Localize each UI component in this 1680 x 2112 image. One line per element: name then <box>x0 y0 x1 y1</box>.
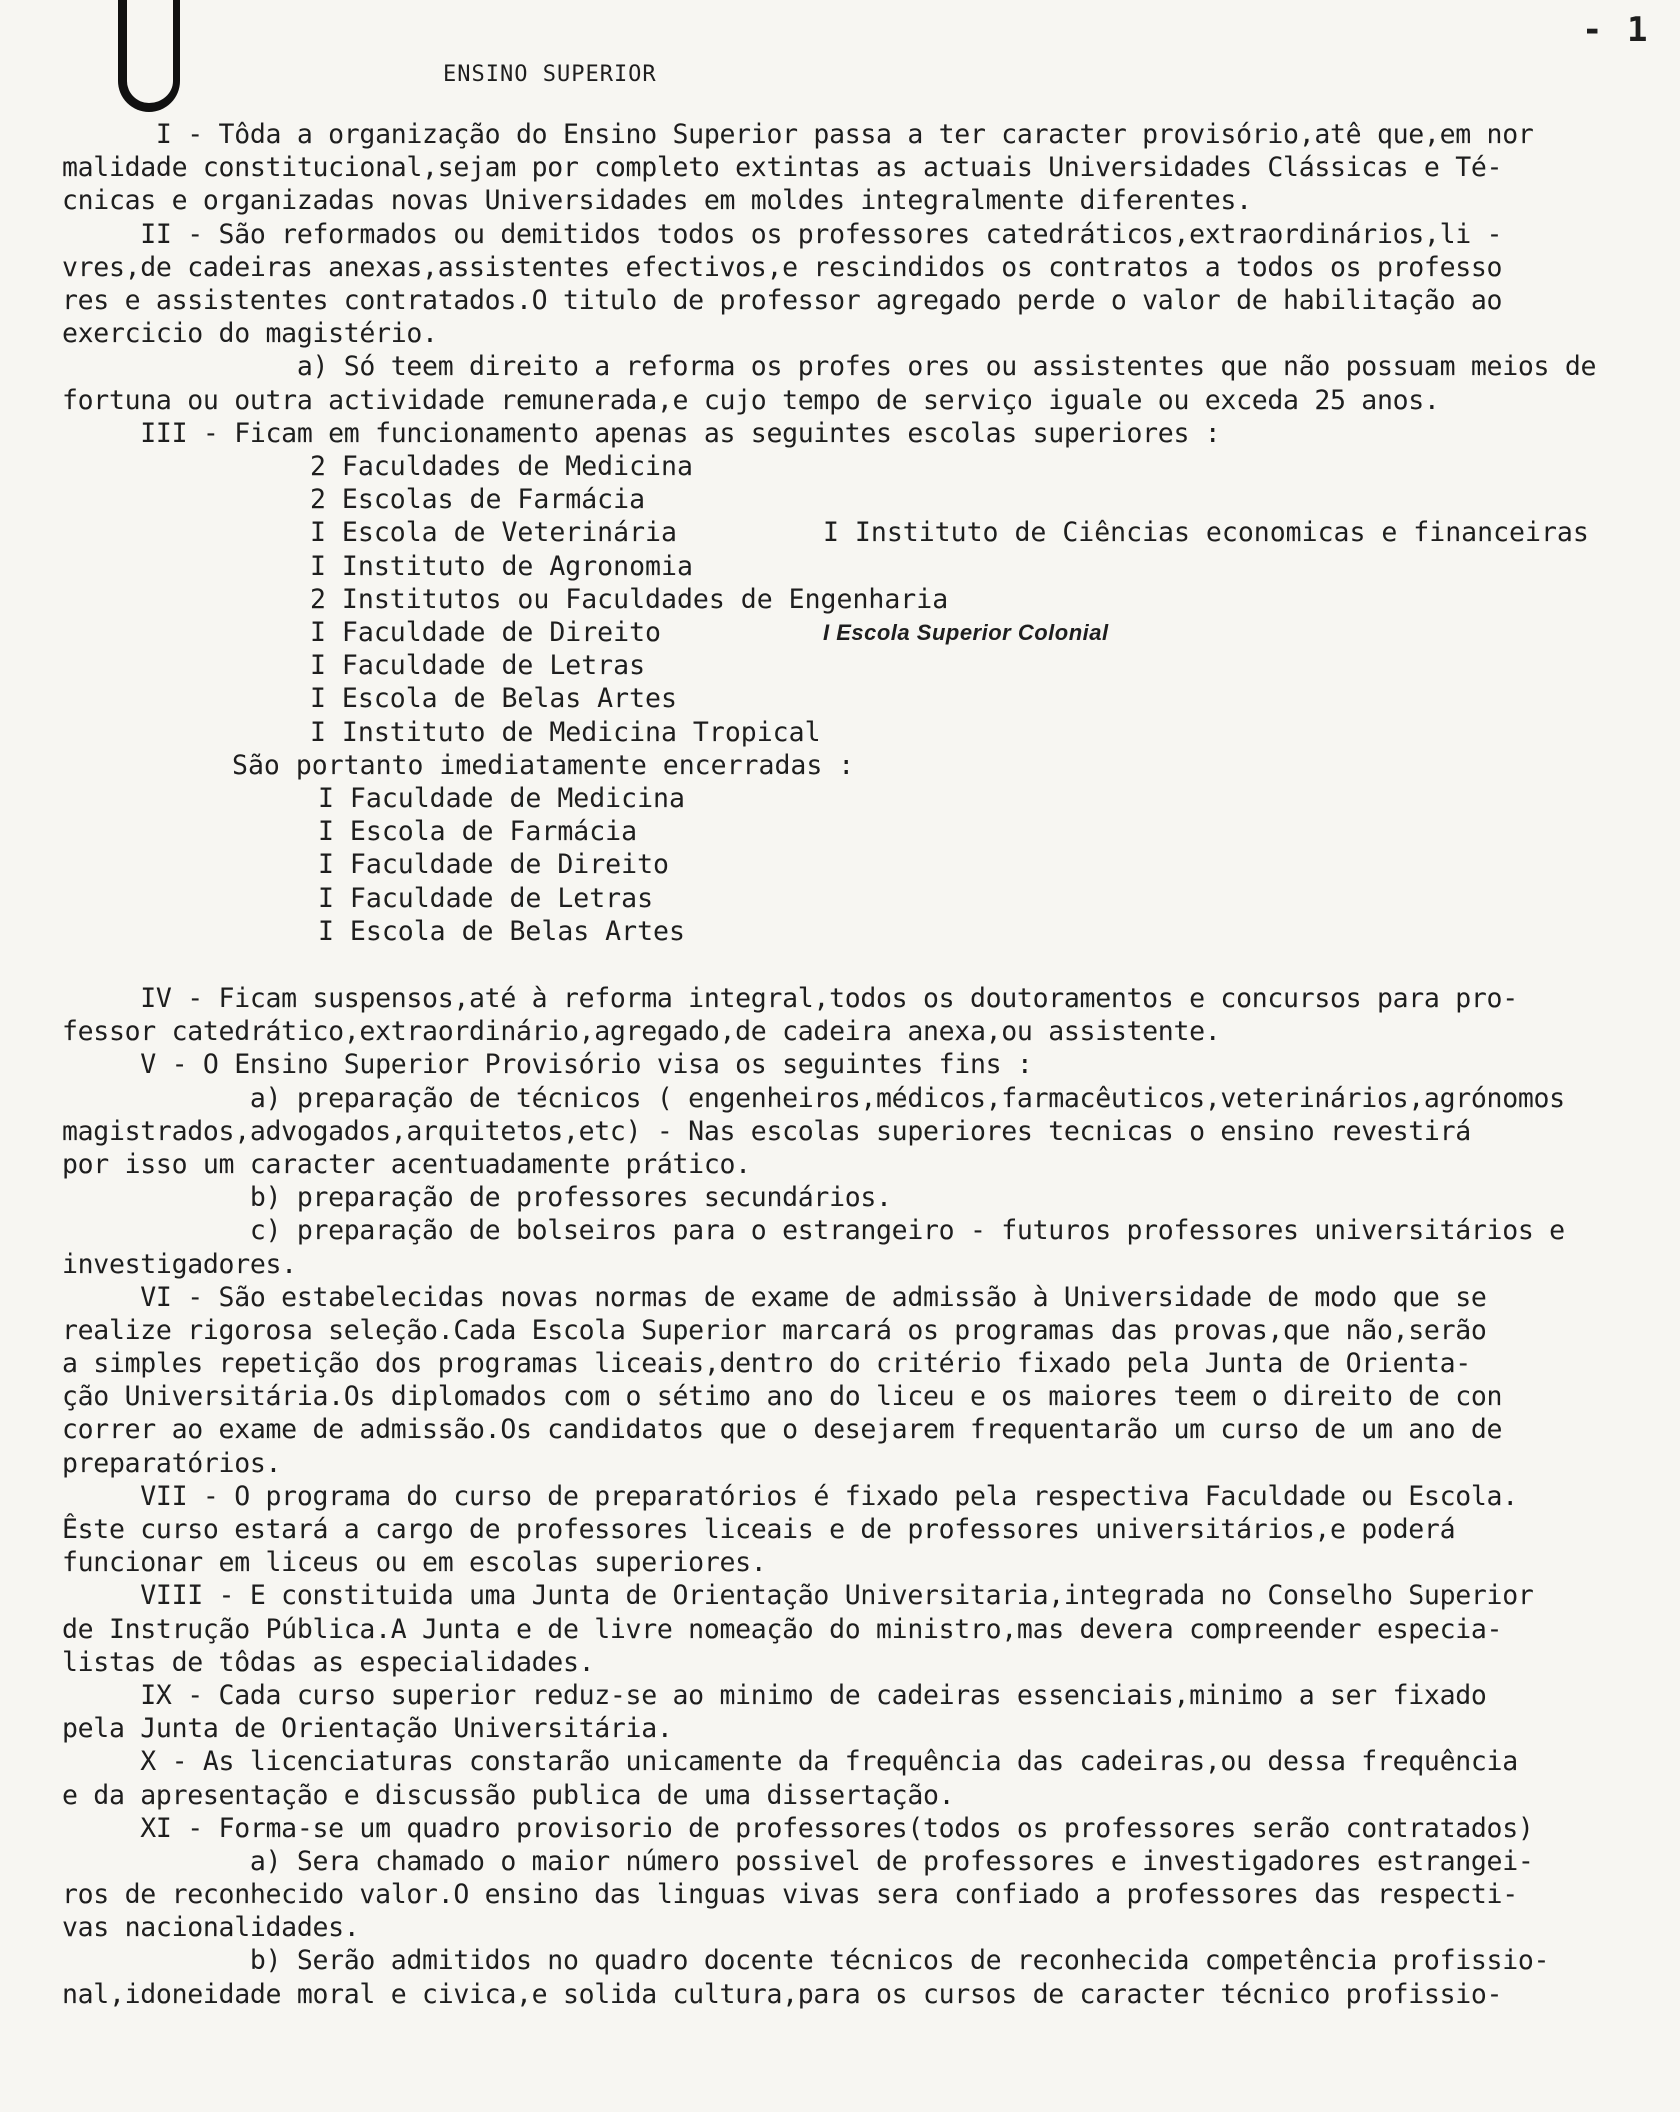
text-line: de Instrução Pública.A Junta e de livre nomeação do ministro,mas devera compreender especia- <box>62 1613 1503 1645</box>
text-line: investigadores. <box>62 1248 297 1280</box>
text-line: X - As licenciaturas constarão unicamente da frequência das cadeiras,ou dessa frequência <box>62 1746 1518 1778</box>
list-item: 2 Faculdades de Medicina <box>310 451 693 482</box>
text-line: por isso um caracter acentuadamente prático. <box>62 1148 751 1180</box>
text-line: VIII - E constituida uma Junta de Orientação Universitaria,integrada no Conselho Superior <box>62 1580 1534 1612</box>
text-line: vas nacionalidades. <box>62 1912 360 1944</box>
text-line: exercicio do magistério. <box>62 318 438 350</box>
list-item: I Escola de Farmácia <box>318 816 638 848</box>
text-line: IV - Ficam suspensos,até à reforma integral,todos os doutoramentos e concursos para pro- <box>62 983 1518 1014</box>
list-item: I Faculdade de Letras <box>310 650 646 682</box>
text-line: a) preparação de técnicos ( engenheiros,médicos,farmacêuticos,veterinários,agrónomos <box>62 1082 1565 1114</box>
text-line: funcionar em liceus ou em escolas superiores. <box>62 1547 767 1579</box>
body-bottom <box>62 982 1652 2011</box>
text-line: VII - O programa do curso de preparatórios é fixado pela respectiva Faculdade ou Escola. <box>62 1480 1518 1512</box>
list-item: I Faculdade de Medicina <box>318 783 685 814</box>
text-line: res e assistentes contratados.O titulo de professor agregado perde o valor de habilitação ao <box>62 284 1503 316</box>
list-item: I Faculdade de Direito <box>318 849 669 881</box>
text-line: V - O Ensino Superior Provisório visa os seguintes fins : <box>62 1049 1033 1081</box>
list-item: I Instituto de Ciências economicas e financeiras <box>823 517 1589 549</box>
closed-schools-list <box>318 782 685 948</box>
list-item: I Faculdade de Letras <box>318 882 654 914</box>
text-line: Êste curso estará a cargo de professores liceais e de professores universitários,e poderá <box>62 1514 1456 1545</box>
list-item: I Instituto de Agronomia <box>310 550 693 582</box>
handwritten-entry: I Escola Superior Colonial <box>823 620 1109 645</box>
text-line: correr ao exame de admissão.Os candidatos que o desejarem frequentarão um curso de um ano de <box>62 1414 1503 1446</box>
text-line: a simples repetição dos programas liceais,dentro do critério fixado pela Junta de Orienta- <box>62 1348 1471 1380</box>
text-line: a) Sera chamado o maior número possivel de professores e investigadores estrangei- <box>62 1845 1534 1877</box>
text-line: IX - Cada curso superior reduz-se ao minimo de cadeiras essenciais,minimo a ser fixado <box>62 1679 1487 1711</box>
list-item: I Escola de Belas Artes <box>310 683 677 715</box>
text-line: fortuna ou outra actividade remunerada,e cujo tempo de serviço iguale ou exceda 25 anos. <box>62 384 1440 416</box>
text-line: II - São reformados ou demitidos todos os professores catedráticos,extraordinários,li - <box>62 218 1503 250</box>
text-line: vres,de cadeiras anexas,assistentes efectivos,e rescindidos os contratos a todos os professo <box>62 251 1503 283</box>
page-number: - 1 <box>1582 10 1650 50</box>
text-line: fessor catedrático,extraordinário,agregado,de cadeira anexa,ou assistente. <box>62 1016 1221 1048</box>
text-line: VI - São estabelecidas novas normas de exame de admissão à Universidade de modo que se <box>62 1281 1487 1313</box>
text-line: b) Serão admitidos no quadro docente técnicos de reconhecida competência profissio- <box>62 1945 1550 1977</box>
open-schools-right-list <box>823 450 1589 716</box>
body-top <box>62 118 1652 450</box>
text-line: XI - Forma-se um quadro provisorio de professores(todos os professores serão contratados) <box>62 1812 1534 1844</box>
text-line: pela Junta de Orientação Universitária. <box>62 1713 673 1745</box>
text-line: b) preparação de professores secundários. <box>62 1182 892 1214</box>
list-item: 2 Institutos ou Faculdades de Engenharia <box>310 583 949 615</box>
list-item: I Faculdade de Direito <box>310 616 661 648</box>
list-item: I Instituto de Medicina Tropical <box>310 716 821 748</box>
text-line: preparatórios. <box>62 1447 282 1479</box>
list-item: I Escola de Belas Artes <box>318 915 685 947</box>
handwritten-mark <box>118 0 180 112</box>
text-line: nal,idoneidade moral e civica,e solida cultura,para os cursos de caracter técnico profissio- <box>62 1978 1503 2010</box>
list-item: I Escola de Veterinária <box>310 517 677 549</box>
text-line: c) preparação de bolseiros para o estrangeiro - futuros professores universitários e <box>62 1215 1565 1247</box>
text-line: a) Só teem direito a reforma os profes ores ou assistentes que não possuam meios de <box>62 351 1597 383</box>
document-title: ENSINO SUPERIOR <box>443 62 657 87</box>
text-line: realize rigorosa seleção.Cada Escola Superior marcará os programas das provas,que não,serão <box>62 1314 1487 1346</box>
text-line: cnicas e organizadas novas Universidades em moldes integralmente diferentes. <box>62 185 1252 217</box>
text-line: III - Ficam em funcionamento apenas as seguintes escolas superiores : <box>62 417 1221 449</box>
text-line: magistrados,advogados,arquitetos,etc) - Nas escolas superiores tecnicas o ensino revestirá <box>62 1115 1471 1147</box>
text-line: I - Tôda a organização do Ensino Superior passa a ter caracter provisório,atê que,em nor <box>62 119 1534 150</box>
closed-intro: São portanto imediatamente encerradas : <box>232 750 855 781</box>
text-line: listas de tôdas as especialidades. <box>62 1646 595 1678</box>
text-line: ção Universitária.Os diplomados com o sétimo ano do liceu e os maiores teem o direito de con <box>62 1381 1503 1413</box>
list-item: 2 Escolas de Farmácia <box>310 484 646 516</box>
text-line: ros de reconhecido valor.O ensino das linguas vivas sera confiado a professores das respecti- <box>62 1879 1518 1911</box>
text-line: malidade constitucional,sejam por completo extintas as actuais Universidades Clássicas e Té- <box>62 152 1503 184</box>
text-line: e da apresentação e discussão publica de uma dissertação. <box>62 1779 955 1811</box>
